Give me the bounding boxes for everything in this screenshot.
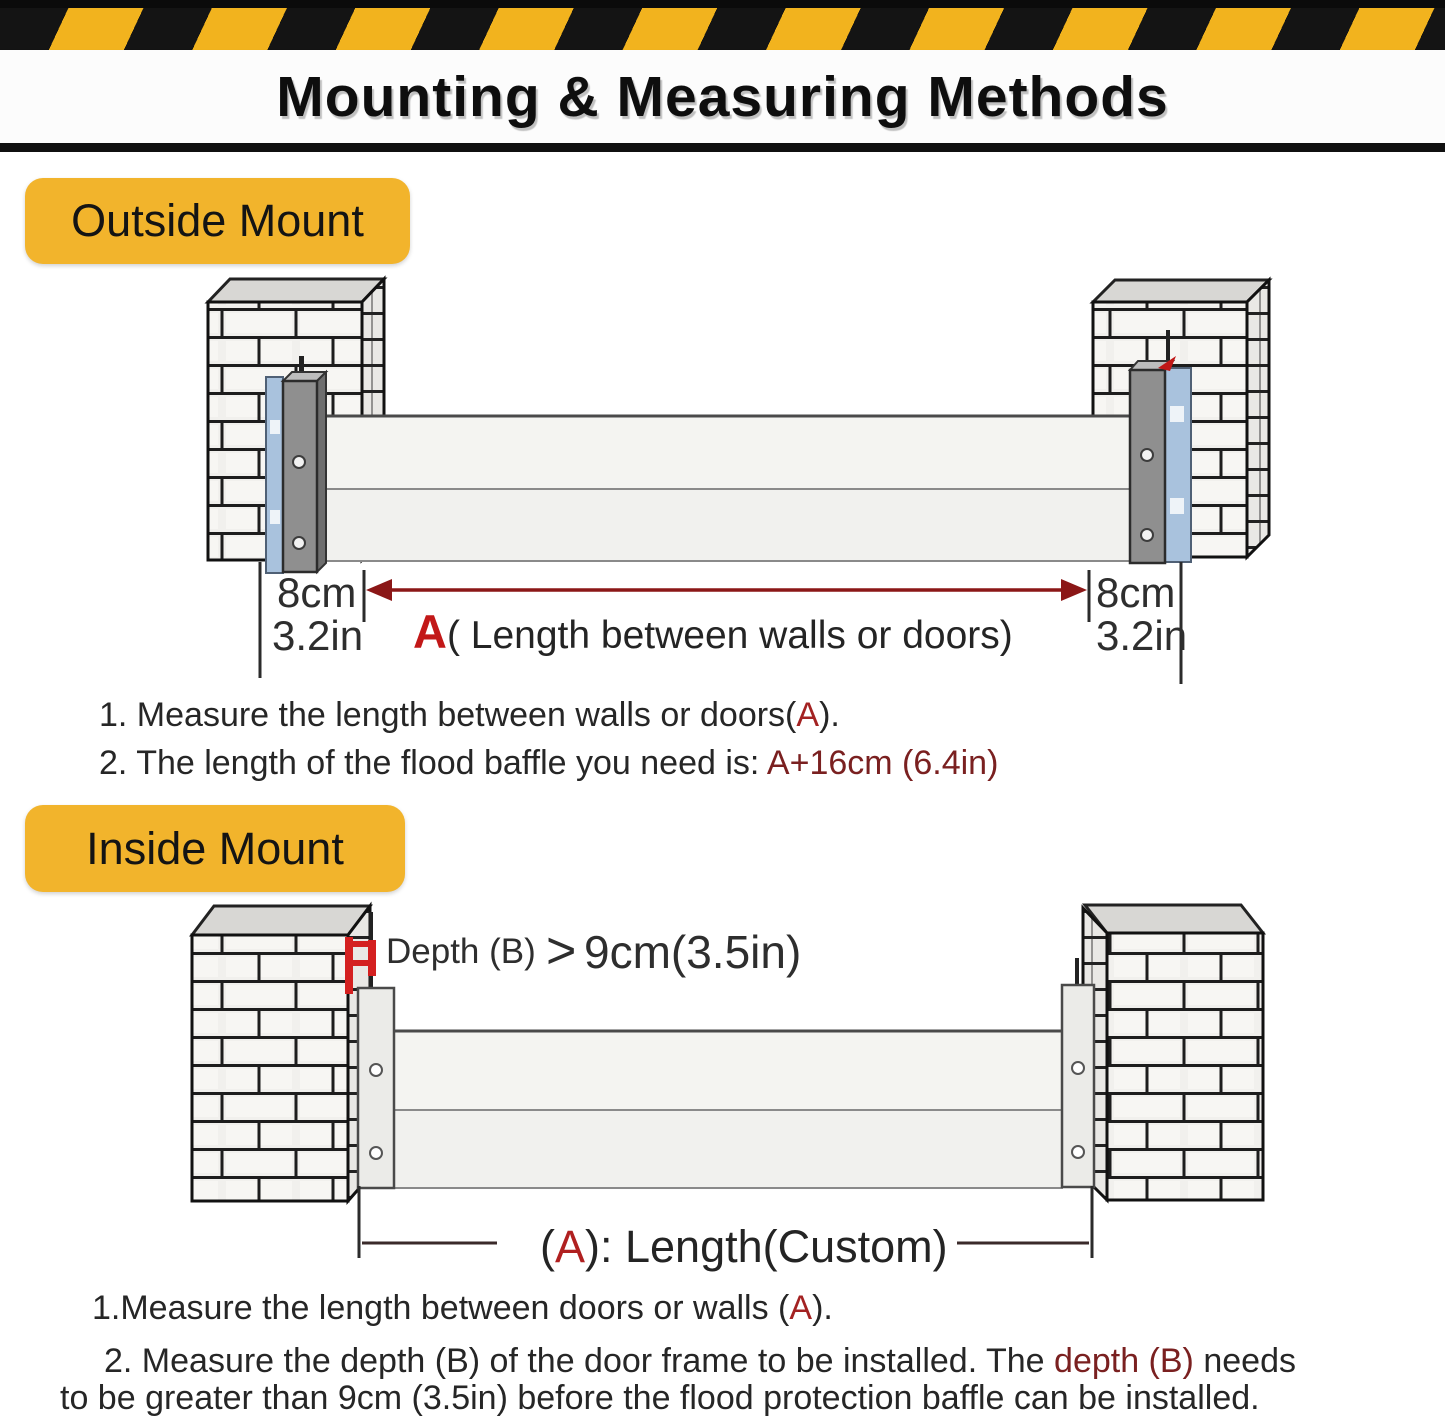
page-title: Mounting & Measuring Methods	[276, 64, 1169, 129]
inside-step-2-line-2: to be greater than 9cm (3.5in) before the flood protection baffle can be installed.	[60, 1379, 1260, 1417]
left-channel-bracket	[283, 356, 326, 572]
depth-label	[386, 922, 801, 980]
right-offset-cm-label: 8cm	[1096, 569, 1176, 616]
flood-barrier-panels	[317, 416, 1130, 561]
highlight-formula: A+16cm (6.4in)	[766, 744, 999, 782]
right-brick-pillar-inside	[1083, 905, 1263, 1200]
span-arrow-icon	[366, 579, 1087, 601]
greater-than-symbol: >	[546, 922, 577, 980]
span-length-label: A( Length between walls or doors)	[413, 605, 1013, 658]
inside-mount-diagram	[192, 905, 1263, 1272]
inside-step-1: 1.Measure the length between doors or walls (A).	[92, 1289, 833, 1327]
highlight-depth-b: depth (B)	[1054, 1342, 1194, 1380]
outside-mount-diagram	[208, 279, 1269, 684]
highlight-a: A	[796, 696, 820, 734]
outside-dimensions	[260, 562, 1187, 684]
right-mount-strip	[1165, 368, 1191, 562]
outside-mount-badge-label: Outside Mount	[71, 195, 364, 246]
outside-step-1: 1. Measure the length between walls or doors(A).	[99, 696, 840, 734]
right-offset-in-label: 3.2in	[1096, 612, 1188, 659]
outside-step-2: 2. The length of the flood baffle you need is: A+16cm (6.4in)	[99, 744, 999, 782]
inside-mount-badge-label: Inside Mount	[86, 822, 344, 874]
highlight-a: A	[789, 1289, 813, 1327]
inside-step-2-line-1: 2. Measure the depth (B) of the door frame to be installed. The depth (B) needs	[104, 1342, 1296, 1380]
flood-barrier-panels-inside	[394, 1031, 1062, 1188]
inside-dimensions	[359, 1186, 1092, 1272]
left-offset-in-label: 3.2in	[272, 612, 364, 659]
right-inside-bracket	[1062, 958, 1094, 1187]
left-offset-cm-label: 8cm	[277, 569, 357, 616]
depth-value: 9cm(3.5in)	[584, 926, 802, 978]
left-mount-strip	[266, 377, 283, 573]
length-custom-label: (A): Length(Custom)	[540, 1221, 948, 1272]
left-brick-pillar-inside	[192, 906, 370, 1201]
depth-text: Depth (B)	[386, 932, 536, 971]
